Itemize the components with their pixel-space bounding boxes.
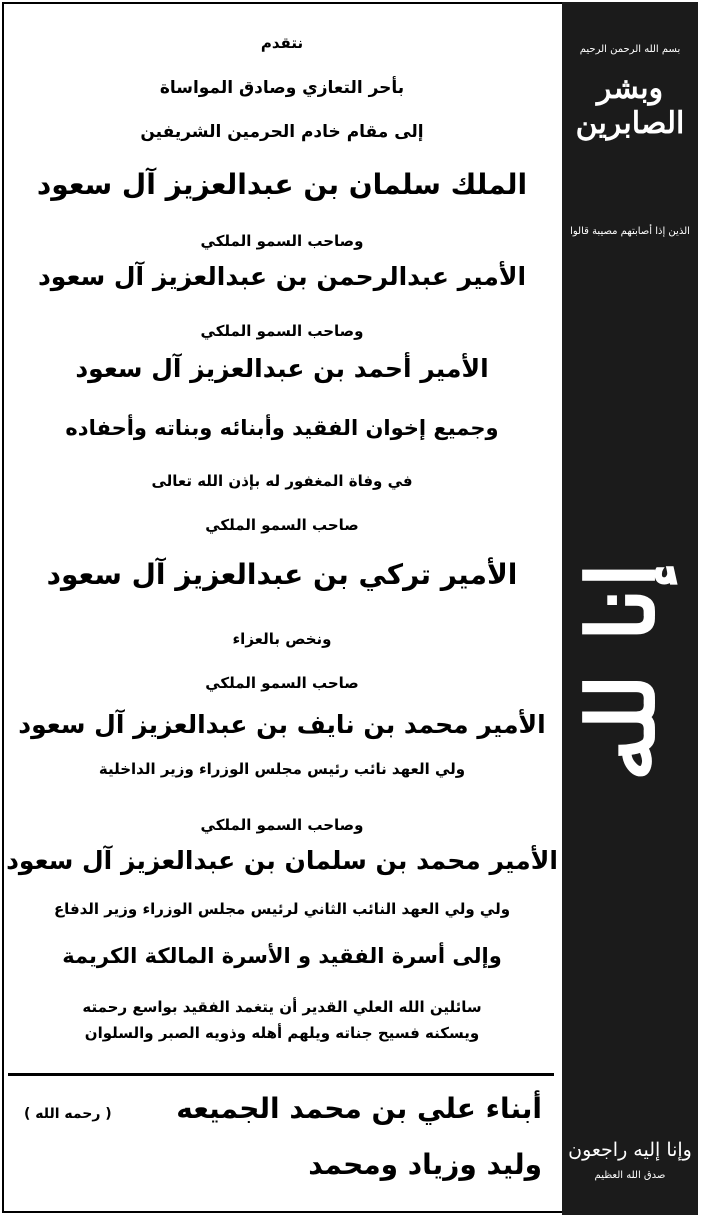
crown-prince-name: الأمير محمد بن نايف بن عبدالعزيز آل سعود [18, 710, 546, 739]
prince-name-2: الأمير أحمد بن عبدالعزيز آل سعود [75, 354, 489, 383]
crown-prince-title: ولي العهد نائب رئيس مجلس الوزراء وزير الداخلية [98, 760, 466, 778]
intro-line: نتقدم [260, 34, 304, 52]
verse-top: الذين إذا أصابتهم مصيبة قالوا [570, 226, 690, 237]
deceased-name: الأمير تركي بن عبدالعزيز آل سعود [46, 558, 518, 591]
prayer-line-2: ويسكنه فسيح جناته ويلهم أهله وذويه الصبر والسلوان [84, 1024, 480, 1042]
sidebar-panel [562, 2, 698, 1215]
condolence-text [4, 4, 560, 1213]
inna-lillah-calligraphy [562, 312, 698, 1032]
deceased-intro: في وفاة المغفور له بإذن الله تعالى [151, 472, 413, 490]
signature-name: أبناء علي بن محمد الجميعه [176, 1092, 542, 1125]
title-line: وصاحب السمو الملكي [200, 232, 364, 250]
title-line: صاحب السمو الملكي [205, 674, 359, 692]
royal-family-line: وإلى أسرة الفقيد و الأسرة المالكة الكريمة [62, 944, 502, 968]
custodian-line: إلى مقام خادم الحرمين الشريفين [140, 122, 424, 142]
title-line: وصاحب السمو الملكي [200, 816, 364, 834]
deputy-crown-prince-name: الأمير محمد بن سلمان بن عبدالعزيز آل سعود [6, 846, 558, 875]
prayer-line-1: سائلين الله العلي القدير أن يتغمد الفقيد بواسع رحمته [82, 998, 482, 1016]
king-name: الملك سلمان بن عبدالعزيز آل سعود [36, 168, 528, 201]
title-line: صاحب السمو الملكي [205, 516, 359, 534]
special-line: ونخص بالعزاء [232, 630, 332, 648]
prince-name-1: الأمير عبدالرحمن بن عبدالعزيز آل سعود [37, 262, 527, 291]
condolences-line: بأحر التعازي وصادق المواساة [159, 78, 405, 98]
basmala: بسم الله الرحمن الرحيم [579, 44, 681, 55]
deputy-crown-prince-title: ولي ولي العهد النائب الثاني لرئيس مجلس الوزراء وزير الدفاع [53, 900, 511, 918]
inna-lillah-text: إنا لله [567, 562, 676, 782]
signature-sons: وليد وزياد ومحمد [308, 1148, 542, 1181]
family-line: وجميع إخوان الفقيد وأبنائه وبناته وأحفاده [65, 416, 499, 440]
sadaq: صدق الله العظيم [594, 1170, 666, 1181]
calligraphy: وبشر الصابرين [575, 71, 685, 141]
divider [8, 1073, 554, 1076]
verse-bottom: وإنا إليه راجعون [568, 1139, 692, 1161]
title-line: وصاحب السمو الملكي [200, 322, 364, 340]
rahimahullah: ( رحمه الله ) [24, 1106, 112, 1122]
